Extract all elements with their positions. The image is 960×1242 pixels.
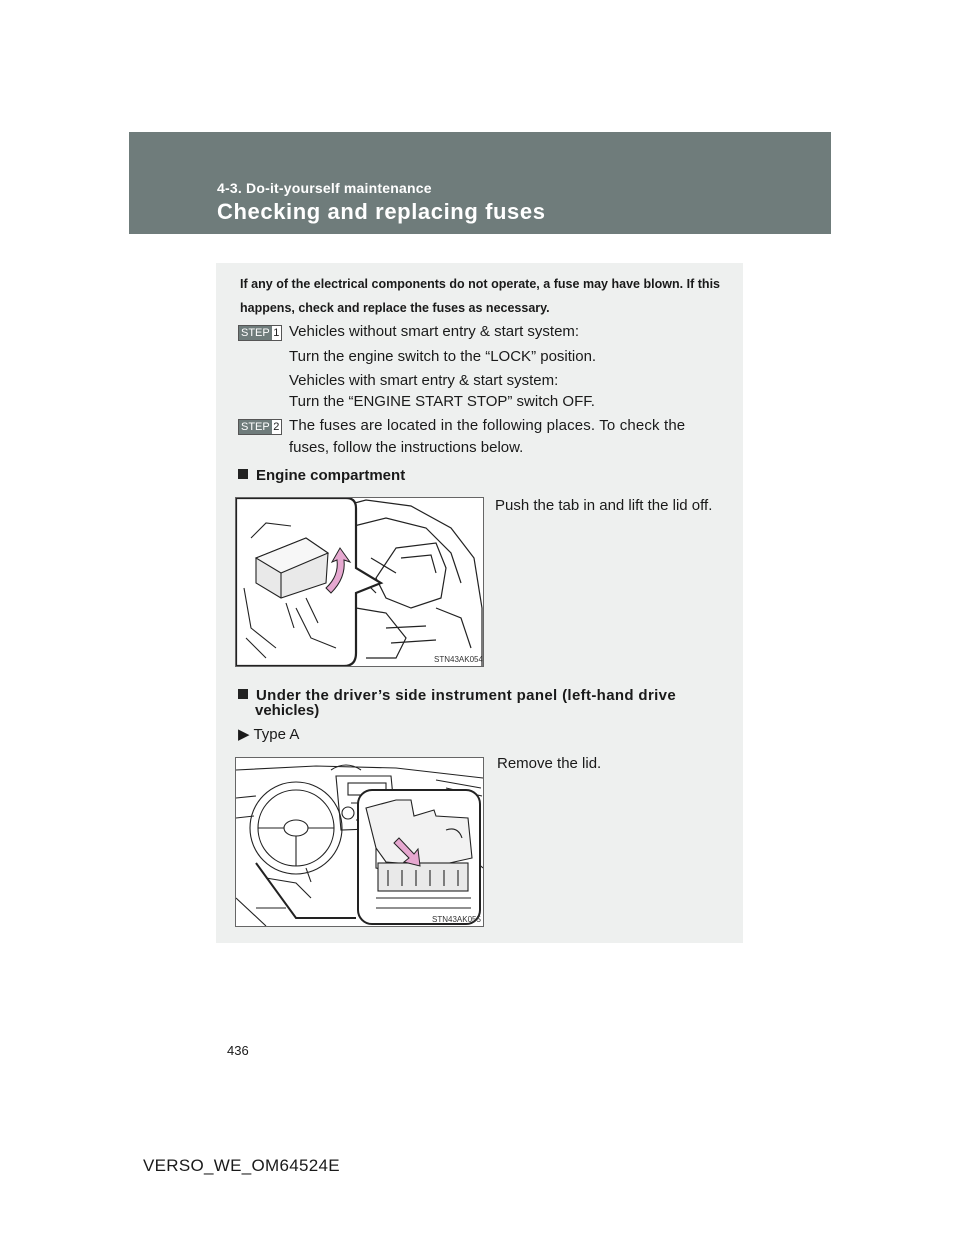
step-2-badge — [238, 419, 282, 435]
section-label: 4-3. Do-it-yourself maintenance — [217, 180, 432, 196]
engine-fuse-box-illustration — [235, 497, 484, 667]
type-label-text: Type A — [253, 726, 300, 743]
step-badge-word: STEP — [241, 421, 270, 433]
engine-caption: Push the tab in and lift the lid off. — [495, 497, 713, 514]
engine-drawing — [236, 498, 483, 666]
figure-code: STN43AK055 — [432, 915, 481, 924]
step-1-line: Turn the “ENGINE START STOP” switch OFF. — [289, 393, 595, 410]
step-1-line: Turn the engine switch to the “LOCK” position. — [289, 348, 597, 365]
engine-compartment-heading — [238, 467, 405, 484]
step-badge-word: STEP — [241, 327, 270, 339]
heading-text: Engine compartment — [256, 467, 406, 484]
figure-code: STN43AK054 — [434, 655, 483, 664]
page-title: Checking and replacing fuses — [217, 199, 546, 224]
step-2-line: The fuses are located in the following places. To check the — [289, 417, 686, 434]
instrument-caption: Remove the lid. — [497, 755, 602, 772]
page-number: 436 — [227, 1043, 249, 1058]
step-1-badge — [238, 325, 282, 341]
bullet-square-icon — [238, 689, 248, 699]
type-a-label — [238, 724, 299, 746]
step-1-line: Vehicles without smart entry & start system: — [289, 323, 580, 340]
bullet-square-icon — [238, 469, 248, 479]
document-code: VERSO_WE_OM64524E — [143, 1156, 340, 1175]
instrument-drawing — [236, 758, 483, 926]
instrument-panel-illustration — [235, 757, 484, 927]
triangle-pointer-icon: ▶ — [238, 726, 250, 743]
step-1-line: Vehicles with smart entry & start system: — [289, 372, 559, 389]
step-badge-number: 2 — [273, 421, 280, 433]
heading-text: Under the driver’s side instrument panel (left-hand drive — [256, 687, 677, 704]
step-badge-number: 1 — [273, 327, 280, 339]
step-2-line: fuses, follow the instructions below. — [289, 439, 524, 456]
instrument-panel-heading-cont: vehicles) — [255, 702, 320, 719]
intro-paragraph: If any of the electrical components do not operate, a fuse may have blown. If this happens, check and replace the fuses as necessary. — [240, 277, 720, 315]
